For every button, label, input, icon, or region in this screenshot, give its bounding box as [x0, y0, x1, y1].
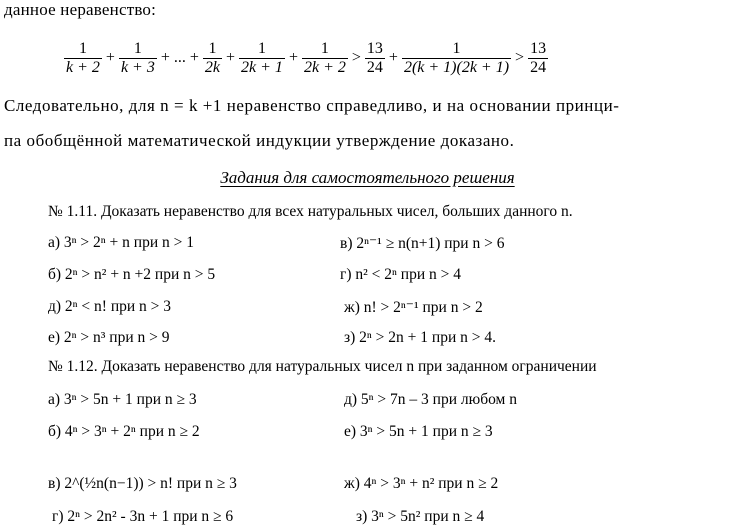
denominator: k + 3 — [120, 58, 155, 76]
denominator: 2(k + 1)(2k + 1) — [403, 58, 510, 76]
greater-sign: > — [351, 49, 361, 66]
denominator: 24 — [366, 58, 383, 76]
fraction — [239, 40, 285, 77]
numerator: 1 — [257, 39, 266, 57]
exercise-item: з) 3ⁿ > 5n² при n ≥ 4 — [356, 508, 485, 525]
exercise-item: е) 2ⁿ > n³ при n > 9 — [48, 329, 170, 346]
exercise-item: е) 3ⁿ > 5n + 1 при n ≥ 3 — [344, 423, 493, 440]
numerator: 1 — [133, 39, 142, 57]
denominator: k + 2 — [66, 58, 100, 76]
exercise-item: а) 3ⁿ > 2ⁿ + n при n > 1 — [48, 234, 194, 251]
exercise-item: ж) n! > 2ⁿ⁻¹ при n > 2 — [344, 299, 483, 316]
greater-sign: > — [515, 49, 525, 66]
numerator: 13 — [530, 39, 547, 57]
exercise-item: з) 2ⁿ > 2n + 1 при n > 4. — [344, 329, 496, 346]
plus-sign: + — [388, 49, 398, 66]
section-title: Задания для самостоятельного решения — [220, 168, 515, 187]
denominator: 2k + 1 — [241, 58, 283, 76]
fraction — [402, 40, 511, 77]
exercise-item: д) 5ⁿ > 7n – 3 при любом n — [344, 391, 517, 408]
fraction — [119, 40, 157, 77]
exercise-item: а) 3ⁿ > 5n + 1 при n ≥ 3 — [48, 391, 197, 408]
exercise-item: д) 2ⁿ < n! при n > 3 — [48, 298, 172, 315]
exercise-item: в) 2ⁿ⁻¹ ≥ n(n+1) при n > 6 — [340, 235, 505, 252]
plus-sign: + — [288, 49, 298, 66]
intro-text: данное неравенство: — [4, 0, 157, 19]
ellipsis: + ... + — [160, 49, 199, 66]
plus-sign: + — [226, 49, 236, 66]
denominator: 2k + 2 — [303, 58, 346, 76]
denominator: 24 — [530, 58, 547, 76]
fraction — [203, 40, 222, 77]
numerator: 1 — [78, 39, 87, 57]
numerator: 1 — [320, 39, 329, 57]
exercise-item: ж) 4ⁿ > 3ⁿ + n² при n ≥ 2 — [344, 475, 499, 492]
paragraph-line: па обобщённой математической индукции утверждение доказано. — [4, 131, 515, 150]
numerator: 1 — [452, 39, 461, 57]
fraction — [365, 40, 385, 77]
numerator: 13 — [366, 39, 383, 57]
problem-heading: № 1.11. Доказать неравенство для всех натуральных чисел, больших данного n. — [48, 203, 573, 220]
fraction — [528, 40, 548, 77]
plus-sign: + — [105, 49, 115, 66]
exercise-item: б) 4ⁿ > 3ⁿ + 2ⁿ при n ≥ 2 — [48, 423, 200, 440]
exercise-item: г) 2ⁿ > 2n² - 3n + 1 при n ≥ 6 — [52, 508, 234, 525]
denominator: 2k — [204, 58, 220, 76]
paragraph-line: Следовательно, для n = k +1 неравенство справедливо, и на основании принци- — [4, 96, 620, 115]
exercise-item: г) n² < 2ⁿ при n > 4 — [340, 266, 461, 283]
exercise-item: б) 2ⁿ > n² + n +2 при n > 5 — [48, 266, 216, 283]
fraction — [302, 40, 348, 77]
fraction — [64, 40, 102, 77]
problem-heading: № 1.12. Доказать неравенство для натуральных чисел n при заданном ограничении — [48, 358, 597, 375]
inequality-formula — [62, 36, 550, 80]
exercise-item: в) 2^(½n(n−1)) > n! при n ≥ 3 — [48, 475, 237, 492]
numerator: 1 — [208, 39, 217, 57]
